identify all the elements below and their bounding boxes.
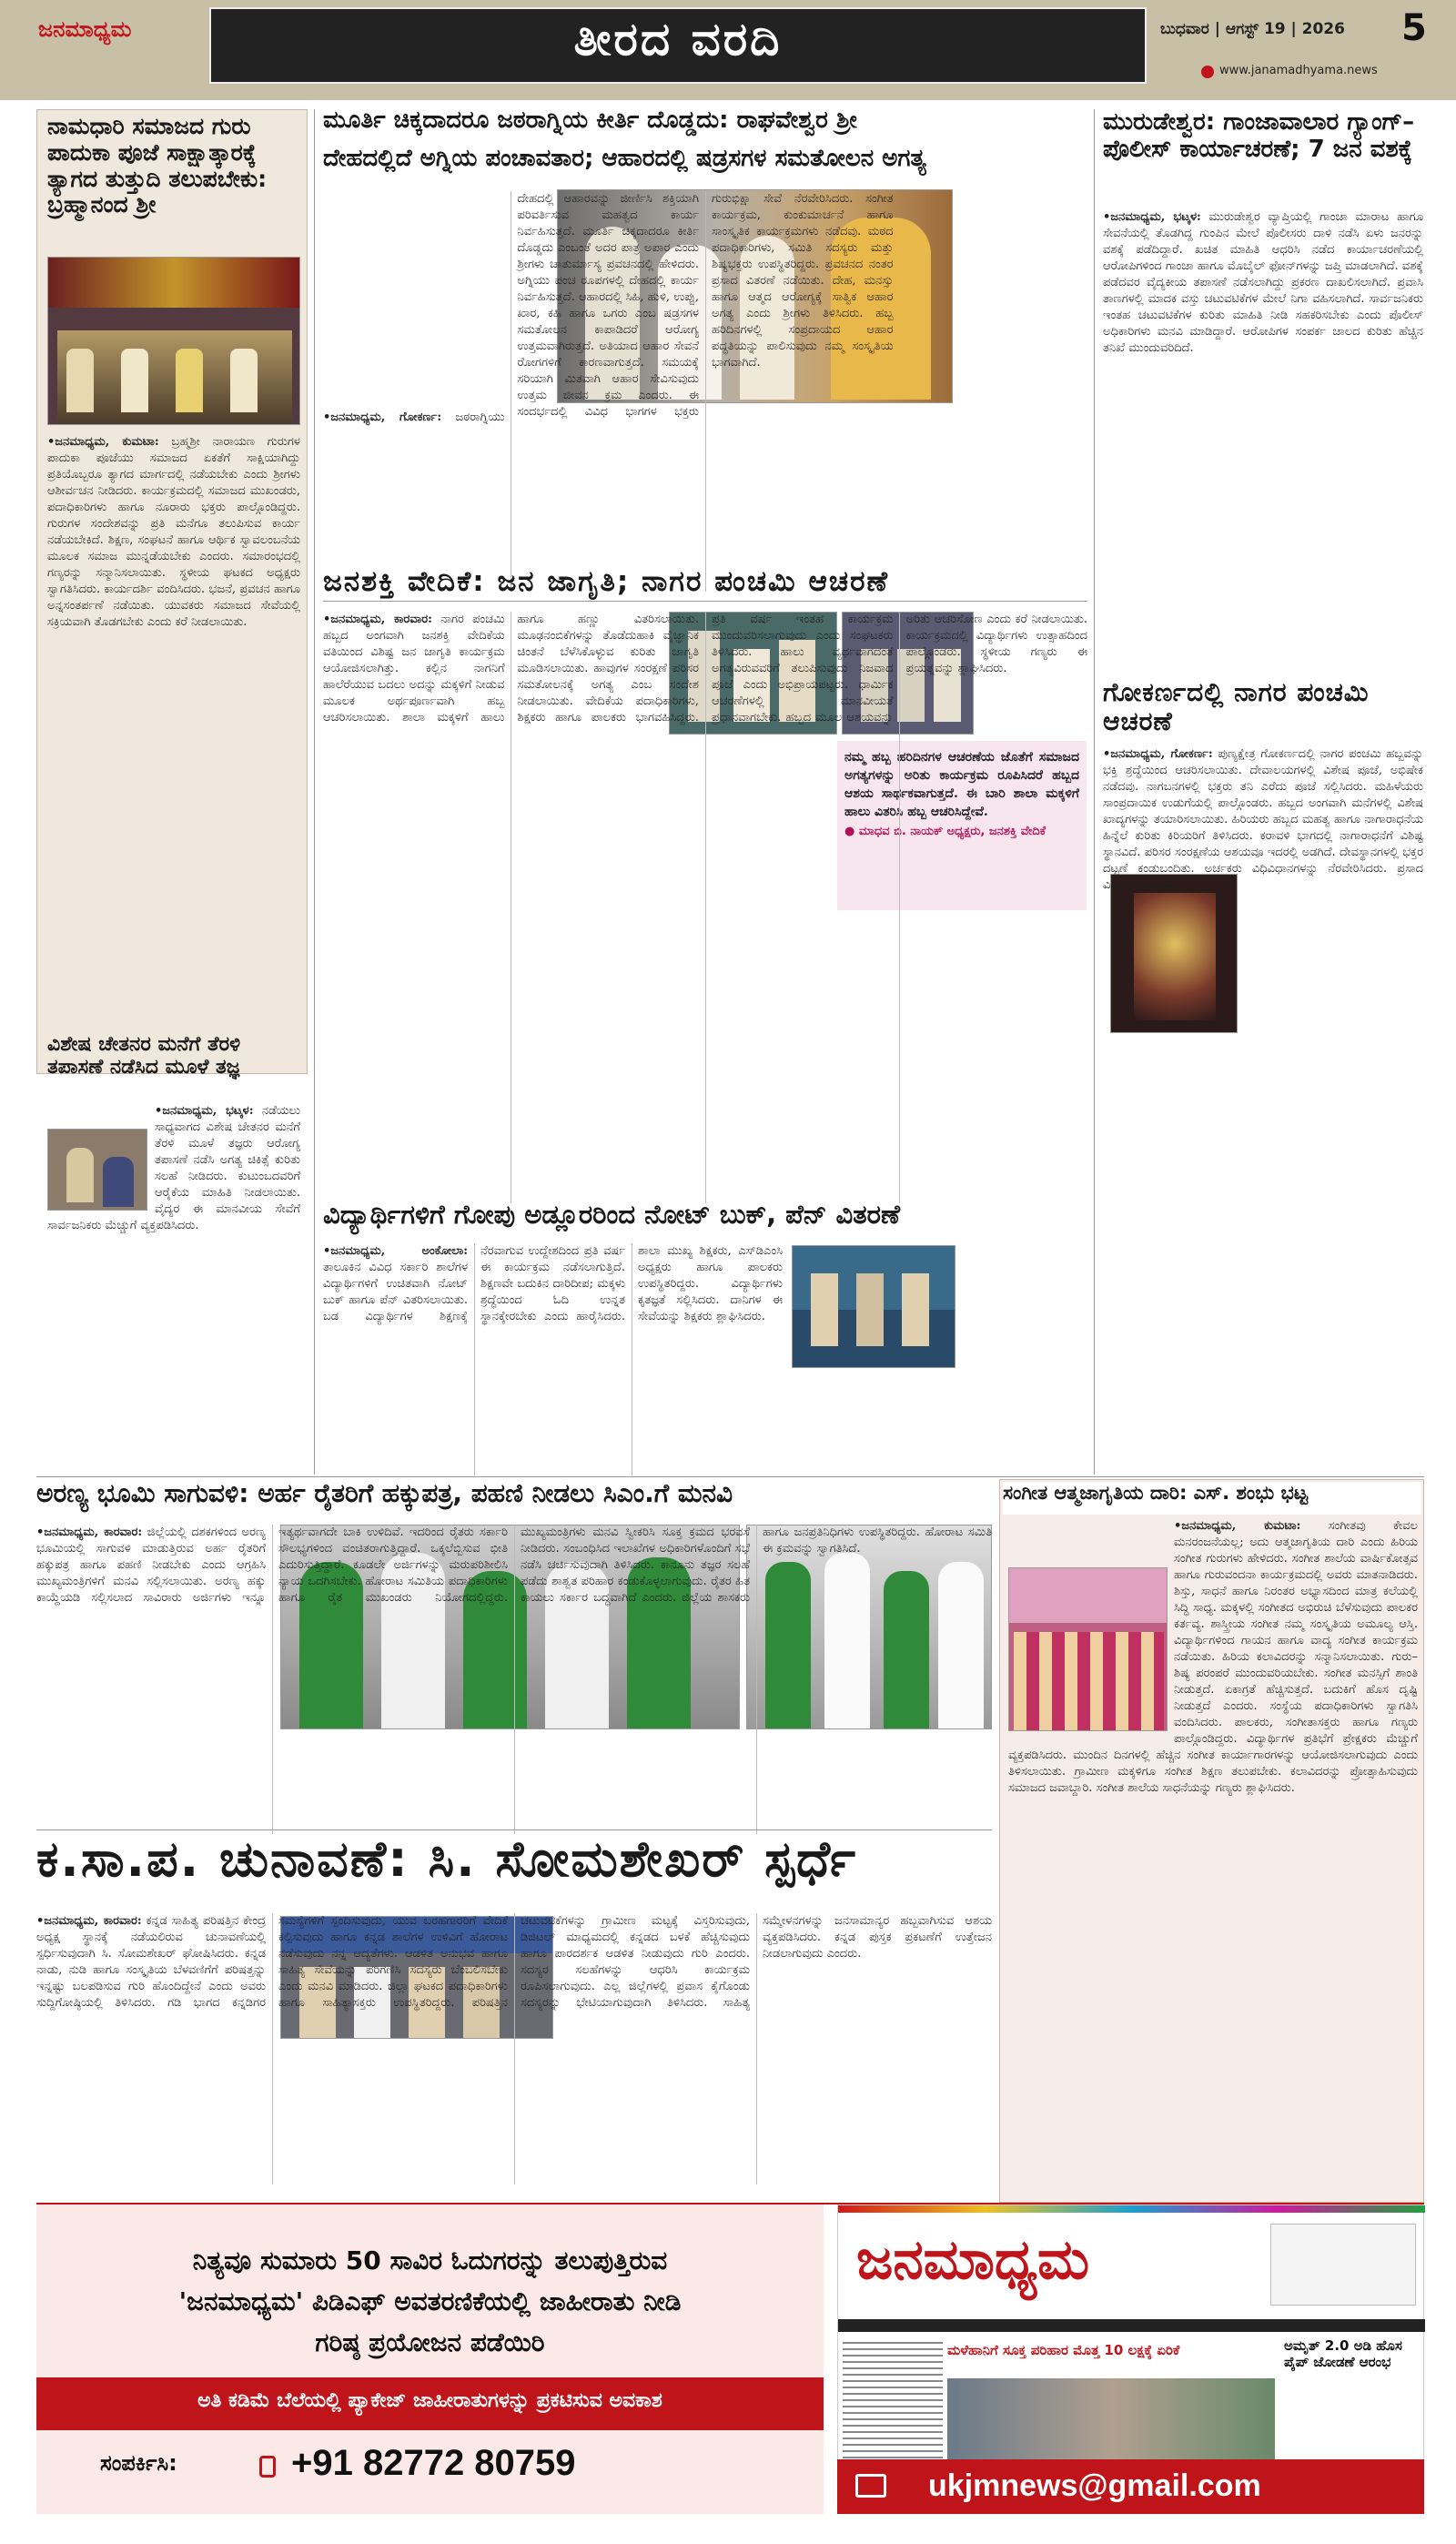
preview-colorbar — [838, 2205, 1425, 2213]
story-subheadline: ದೇಹದಲ್ಲಿದೆ ಅಗ್ನಿಯ ಪಂಚಾವತಾರ; ಆಹಾರದಲ್ಲಿ ಷಡ್ರಸಗಳ ಸಮತೋಲನ ಅಗತ್ಯ — [323, 145, 926, 172]
story-body — [47, 1103, 300, 1495]
story-text: ತಾಲೂಕಿನ ವಿವಿಧ ಸರ್ಕಾರಿ ಶಾಲೆಗಳ ವಿದ್ಯಾರ್ಥಿಗಳಿಗೆ ಉಚಿತವಾಗಿ ನೋಟ್ ಬುಕ್ ಹಾಗೂ ಪೆನ್ ವಿತರಿಸಲಾಯಿತು. ಬಡ ವಿದ್ಯಾರ್ಥಿಗಳ ಶಿಕ್ಷಣಕ್ಕೆ ನೆರವಾಗುವ ಉದ್ದೇಶದಿಂದ ಪ್ರತಿ ವರ್ಷ ಈ ಕಾರ್ಯಕ್ರಮ ನಡೆಸಲಾಗುತ್ತಿದೆ. ಶಿಕ್ಷಣವೇ ಬದುಕಿನ ದಾರಿದೀಪ; ಮಕ್ಕಳು ಶ್ರದ್ಧೆಯಿಂದ ಓದಿ ಉನ್ನತ ಸ್ಥಾನಕ್ಕೇರಬೇಕು ಎಂದು ಹಾರೈಸಿದರು. ಶಾಲಾ ಮುಖ್ಯ ಶಿಕ್ಷಕರು, ಎಸ್‌ಡಿಎಂಸಿ ಅಧ್ಯಕ್ಷರು ಹಾಗೂ ಪಾಲಕರು ಉಪಸ್ಥಿತರಿದ್ದರು. ವಿದ್ಯಾರ್ಥಿಗಳು ಕೃತಜ್ಞತೆ ಸಲ್ಲಿಸಿದರು. ದಾನಿಗಳ ಈ ಸೇವೆಯನ್ನು ಶಿಕ್ಷಕರು ಶ್ಲಾಘಿಸಿದರು. — [323, 1244, 783, 1323]
globe-icon — [1201, 66, 1214, 78]
website-link[interactable]: www.janamadhyama.news — [1219, 64, 1378, 77]
story-body — [1103, 746, 1423, 1475]
phone-icon — [259, 2456, 276, 2478]
story-headline: ವಿಶೇಷ ಚೇತನರ ಮನೆಗೆ ತೆರಳಿ ತಪಾಸಣೆ ನಡೆಸಿದ ಮೂಳೆ ತಜ್ಞ — [47, 1033, 241, 1079]
story-text: ಮುರುಡೇಶ್ವರ ವ್ಯಾಪ್ತಿಯಲ್ಲಿ ಗಾಂಜಾ ಮಾರಾಟ ಹಾಗೂ ಸೇವನೆಯಲ್ಲಿ ತೊಡಗಿದ್ದ ಗುಂಪಿನ ಮೇಲೆ ಪೊಲೀಸರು ದಾಳಿ ನಡೆಸಿ ಏಳು ಜನರನ್ನು ವಶಕ್ಕೆ ಪಡೆದಿದ್ದಾರೆ. ಖಚಿತ ಮಾಹಿತಿ ಆಧರಿಸಿ ನಡೆದ ಕಾರ್ಯಾಚರಣೆಯಲ್ಲಿ ಆರೋಪಿಗಳಿಂದ ಗಾಂಜಾ ಹಾಗೂ ಮೊಬೈಲ್ ಫೋನ್‌ಗಳನ್ನು ಜಪ್ತಿ ಮಾಡಲಾಗಿದೆ. ವಶಕ್ಕೆ ಪಡೆದವರ ವೈದ್ಯಕೀಯ ತಪಾಸಣೆ ನಡೆಸಲಾಗಿದ್ದು ಪ್ರಕರಣ ದಾಖಲಿಸಲಾಗಿದೆ. ಪ್ರವಾಸಿ ತಾಣಗಳಲ್ಲಿ ಮಾದಕ ವಸ್ತು ಚಟುವಟಿಕೆಗಳ ಮೇಲೆ ನಿಗಾ ವಹಿಸಲಾಗಿದೆ. ಸಾರ್ವಜನಿಕರು ಇಂತಹ ಚಟುವಟಿಕೆಗಳ ಕುರಿತು ಮಾಹಿತಿ ನೀಡಿ ಸಹಕರಿಸಬೇಕು ಎಂದು ಪೊಲೀಸ್ ಅಧಿಕಾರಿಗಳು ಮನವಿ ಮಾಡಿದ್ದಾರೆ. ಆರೋಪಿಗಳ ಸಂಪರ್ಕ ಜಾಲದ ಕುರಿತು ಹೆಚ್ಚಿನ ತನಿಖೆ ಮುಂದುವರಿದಿದೆ. — [1103, 210, 1423, 355]
preview-side-headline: ಅಮೃತ್ 2.0 ಅಡಿ ಹೊಸ ಪೈಪ್ ಜೋಡಣೆ ಆರಂಭ — [1284, 2337, 1402, 2370]
byline: •ಜನಮಾಧ್ಯಮ, ಗೋಕರ್ಣ: — [323, 410, 442, 424]
ad-line-4: ಅತಿ ಕಡಿಮೆ ಬೆಲೆಯಲ್ಲಿ ಪ್ಯಾಕೇಜ್ ಜಾಹೀರಾತುಗಳನ್ನು ಪ್ರಕಟಿಸುವ ಅವಕಾಶ — [197, 2389, 662, 2412]
story-text: ಬ್ರಹ್ಮಶ್ರೀ ನಾರಾಯಣ ಗುರುಗಳ ಪಾದುಕಾ ಪೂಜೆಯು ಸಮಾಜದ ಏಕತೆಗೆ ಸಾಕ್ಷಿಯಾಗಿದ್ದು ಪ್ರತಿಯೊಬ್ಬರೂ ತ್ಯಾಗದ ಮಾರ್ಗದಲ್ಲಿ ನಡೆಯಬೇಕು ಎಂದು ಶ್ರೀಗಳು ಆಶೀರ್ವಚನ ನೀಡಿದರು. ಕಾರ್ಯಕ್ರಮದಲ್ಲಿ ಸಮಾಜದ ಮುಖಂಡರು, ಪದಾಧಿಕಾರಿಗಳು ಹಾಗೂ ನೂರಾರು ಭಕ್ತರು ಪಾಲ್ಗೊಂಡಿದ್ದರು. ಗುರುಗಳ ಸಂದೇಶವನ್ನು ಪ್ರತಿ ಮನೆಗೂ ತಲುಪಿಸುವ ಕಾರ್ಯ ನಡೆಯಬೇಕಿದೆ. ಶಿಕ್ಷಣ, ಸಂಘಟನೆ ಹಾಗೂ ಆರ್ಥಿಕ ಸ್ವಾವಲಂಬನೆಯ ಮೂಲಕ ಸಮಾಜ ಮುನ್ನಡೆಯಬೇಕು ಎಂದರು. ಸಮಾರಂಭದಲ್ಲಿ ಗಣ್ಯರನ್ನು ಸನ್ಮಾನಿಸಲಾಯಿತು. ಸ್ಥಳೀಯ ಘಟಕದ ಅಧ್ಯಕ್ಷರು ಸ್ವಾಗತಿಸಿದರು. ಕಾರ್ಯದರ್ಶಿ ವಂದಿಸಿದರು. ಭಜನೆ, ಪ್ರವಚನ ಹಾಗೂ ಅನ್ನಸಂತರ್ಪಣೆ ನಡೆಯಿತು. ಯುವಕರು ಸಮಾಜದ ಸೇವೆಯಲ್ಲಿ ಸಕ್ರಿಯವಾಗಿ ತೊಡಗಬೇಕು ಎಂದು ಕರೆ ನೀಡಲಾಯಿತು. — [47, 435, 300, 629]
story-headline: ಗೋಕರ್ಣದಲ್ಲಿ ನಾಗರ ಪಂಚಮಿ ಆಚರಣೆ — [1103, 677, 1370, 737]
byline: •ಜನಮಾಧ್ಯಮ, ಕಾರವಾರ: — [323, 613, 432, 626]
byline: •ಜನಮಾಧ್ಯಮ, ಕಾರವಾರ: — [36, 1914, 142, 1928]
byline: •ಜನಮಾಧ್ಯಮ, ಗೋಕರ್ಣ: — [1103, 747, 1213, 761]
byline: •ಜನಮಾಧ್ಯಮ, ಕುಮಟಾ: — [1174, 1519, 1301, 1533]
preview-brand: ಜನಮಾಧ್ಯಮ — [856, 2228, 1090, 2292]
story-body — [47, 434, 300, 1026]
ad-line-1: ನಿತ್ಯವೂ ಸುಮಾರು 50 ಸಾವಿರ ಓದುಗರನ್ನು ತಲುಪುತ್ತಿರುವ — [192, 2245, 668, 2275]
story-body — [1103, 209, 1423, 674]
ad-email[interactable]: ukjmnews@gmail.com — [928, 2468, 1261, 2503]
story-text: ಕನ್ನಡ ಸಾಹಿತ್ಯ ಪರಿಷತ್ತಿನ ಕೇಂದ್ರ ಅಧ್ಯಕ್ಷ ಸ್ಥಾನಕ್ಕೆ ನಡೆಯಲಿರುವ ಚುನಾವಣೆಯಲ್ಲಿ ಸ್ಪರ್ಧಿಸುವುದಾಗಿ ಸಿ. ಸೋಮಶೇಖರ್ ಘೋಷಿಸಿದರು. ಕನ್ನಡ ನಾಡು, ನುಡಿ ಹಾಗೂ ಸಂಸ್ಕೃತಿಯ ಬೆಳವಣಿಗೆಗೆ ಪರಿಷತ್ತನ್ನು ಇನ್ನಷ್ಟು ಬಲಪಡಿಸುವ ಗುರಿ ಹೊಂದಿದ್ದೇನೆ ಎಂದು ಅವರು ಸುದ್ದಿಗೋಷ್ಠಿಯಲ್ಲಿ ತಿಳಿಸಿದರು. ಗಡಿ ಭಾಗದ ಕನ್ನಡಿಗರ ಸಮಸ್ಯೆಗಳಿಗೆ ಸ್ಪಂದಿಸುವುದು, ಯುವ ಬರಹಗಾರರಿಗೆ ವೇದಿಕೆ ಕಲ್ಪಿಸುವುದು ಹಾಗೂ ಕನ್ನಡ ಶಾಲೆಗಳ ಉಳಿವಿಗೆ ಹೋರಾಟ ನಡೆಸುವುದು ನನ್ನ ಆದ್ಯತೆಗಳು. ಆಡಳಿತ ಅನುಭವ ಹಾಗೂ ಸಾಹಿತ್ಯ ಸೇವೆಯನ್ನು ಪರಿಗಣಿಸಿ ಸದಸ್ಯರು ಬೆಂಬಲಿಸಬೇಕು ಎಂದು ಮನವಿ ಮಾಡಿದರು. ಜಿಲ್ಲಾ ಘಟಕದ ಪದಾಧಿಕಾರಿಗಳು ಹಾಗೂ ಸಾಹಿತ್ಯಾಸಕ್ತರು ಉಪಸ್ಥಿತರಿದ್ದರು. ಪರಿಷತ್ತಿನ ಚಟುವಟಿಕೆಗಳನ್ನು ಗ್ರಾಮೀಣ ಮಟ್ಟಕ್ಕೆ ವಿಸ್ತರಿಸುವುದು, ಡಿಜಿಟಲ್ ಮಾಧ್ಯಮದಲ್ಲಿ ಕನ್ನಡದ ಬಳಕೆ ಹೆಚ್ಚಿಸುವುದು ಹಾಗೂ ಪಾರದರ್ಶಕ ಆಡಳಿತ ನೀಡುವುದು ಗುರಿ ಎಂದರು. ಸದಸ್ಯರ ಸಲಹೆಗಳನ್ನು ಆಧರಿಸಿ ಕಾರ್ಯಕ್ರಮ ರೂಪಿಸಲಾಗುವುದು. ಎಲ್ಲ ಜಿಲ್ಲೆಗಳಲ್ಲಿ ಪ್ರವಾಸ ಕೈಗೊಂಡು ಸದಸ್ಯರನ್ನು ಭೇಟಿಯಾಗುವುದಾಗಿ ತಿಳಿಸಿದರು. ಸಾಹಿತ್ಯ ಸಮ್ಮೇಳನಗಳನ್ನು ಜನಸಾಮಾನ್ಯರ ಹಬ್ಬವಾಗಿಸುವ ಆಶಯ ವ್ಯಕ್ತಪಡಿಸಿದರು. ಕನ್ನಡ ಪುಸ್ತಕ ಪ್ರಕಟಣೆಗೆ ಉತ್ತೇಜನ ನೀಡಲಾಗುವುದು ಎಂದರು. — [36, 1914, 992, 2010]
story-text: ಪುಣ್ಯಕ್ಷೇತ್ರ ಗೋಕರ್ಣದಲ್ಲಿ ನಾಗರ ಪಂಚಮಿ ಹಬ್ಬವನ್ನು ಭಕ್ತಿ ಶ್ರದ್ಧೆಯಿಂದ ಆಚರಿಸಲಾಯಿತು. ದೇವಾಲಯಗಳಲ್ಲಿ ವಿಶೇಷ ಪೂಜೆ, ಅಭಿಷೇಕ ನಡೆದವು. ನಾಗಬನಗಳಲ್ಲಿ ಭಕ್ತರು ತನಿ ಎರೆದು ಪೂಜೆ ಸಲ್ಲಿಸಿದರು. ಮಹಿಳೆಯರು ಸಾಂಪ್ರದಾಯಿಕ ಉಡುಗೆಯಲ್ಲಿ ಪಾಲ್ಗೊಂಡರು. ಹಬ್ಬದ ಅಂಗವಾಗಿ ಮನೆಗಳಲ್ಲಿ ವಿಶೇಷ ಖಾದ್ಯಗಳನ್ನು ತಯಾರಿಸಲಾಯಿತು. ಹಿರಿಯರು ಹಬ್ಬದ ಮಹತ್ವ ಹಾಗೂ ನಾಗಾರಾಧನೆಯ ಹಿನ್ನೆಲೆ ಕುರಿತು ಕಿರಿಯರಿಗೆ ತಿಳಿಸಿದರು. ಕರಾವಳಿ ಭಾಗದಲ್ಲಿ ನಾಗಾರಾಧನೆಗೆ ವಿಶಿಷ್ಟ ಸ್ಥಾನವಿದೆ. ಪರಿಸರ ಸಂರಕ್ಷಣೆಯ ಆಶಯವೂ ಇದರಲ್ಲಿ ಅಡಗಿದೆ. ದೇವಸ್ಥಾನಗಳಲ್ಲಿ ಭಕ್ತರ ದಟ್ಟಣೆ ಕಂಡುಬಂದಿತು. ಅರ್ಚಕರು ವಿಧಿವಿಧಾನಗಳನ್ನು ನೆರವೇರಿಸಿದರು. ಪ್ರಸಾದ ವಿತರಣೆ ನಡೆಯಿತು. — [1103, 747, 1423, 892]
story-headline: ಸಂಗೀತ ಆತ್ಮಜಾಗೃತಿಯ ದಾರಿ: ಎಸ್. ಶಂಭು ಭಟ್ಟ — [1003, 1482, 1421, 1515]
section-divider — [323, 601, 1087, 602]
masthead — [0, 0, 1456, 100]
pullquote-text: ನಮ್ಮ ಹಬ್ಬ ಹರಿದಿನಗಳ ಆಚರಣೆಯ ಜೊತೆಗೆ ಸಮಾಜದ ಅಗತ್ಯಗಳನ್ನು ಅರಿತು ಕಾರ್ಯಕ್ರಮ ರೂಪಿಸಿದರೆ ಹಬ್ಬದ ಆಶಯ ಸಾರ್ಥಕವಾಗುತ್ತದೆ. ಈ ಬಾರಿ ಶಾಲಾ ಮಕ್ಕಳಿಗೆ ಹಾಲು ವಿತರಿಸಿ ಹಬ್ಬ ಆಚರಿಸಿದ್ದೇವೆ. — [844, 750, 1079, 819]
byline: •ಜನಮಾಧ್ಯಮ, ಭಟ್ಕಳ: — [1103, 210, 1201, 224]
story-text: ನಡೆಯಲು ಸಾಧ್ಯವಾಗದ ವಿಶೇಷ ಚೇತನರ ಮನೆಗೆ ತೆರಳಿ ಮೂಳೆ ತಜ್ಞರು ಆರೋಗ್ಯ ತಪಾಸಣೆ ನಡೆಸಿ ಅಗತ್ಯ ಚಿಕಿತ್ಸೆ ಕುರಿತು ಸಲಹೆ ನೀಡಿದರು. ಕುಟುಂಬದವರಿಗೆ ಆರೈಕೆಯ ಮಾಹಿತಿ ನೀಡಲಾಯಿತು. ವೈದ್ಯರ ಈ ಮಾನವೀಯ ಸೇವೆಗೆ ಸಾರ್ವಜನಿಕರು ಮೆಚ್ಚುಗೆ ವ್ಯಕ್ತಪಡಿಸಿದರು. — [47, 1104, 300, 1232]
story-headline: ಅರಣ್ಯ ಭೂಮಿ ಸಾಗುವಳಿ: ಅರ್ಹ ರೈತರಿಗೆ ಹಕ್ಕುಪತ್ರ, ಪಹಣಿ ನೀಡಲು ಸಿಎಂ.ಗೆ ಮನವಿ — [36, 1478, 733, 1508]
preview-headline: ಮಳೆಹಾನಿಗೆ ಸೂಕ್ತ ಪರಿಹಾರ ಮೊತ್ತ 10 ಲಕ್ಷಕ್ಕೆ ಏರಿಕೆ — [947, 2342, 1180, 2358]
ad-line-3: ಗರಿಷ್ಠ ಪ್ರಯೋಜನ ಪಡೆಯಿರಿ — [315, 2327, 545, 2357]
page-number: 5 — [1401, 7, 1427, 49]
story-body — [323, 1243, 783, 1475]
story-text: ಜಿಲ್ಲೆಯಲ್ಲಿ ದಶಕಗಳಿಂದ ಅರಣ್ಯ ಭೂಮಿಯಲ್ಲಿ ಸಾಗುವಳಿ ಮಾಡುತ್ತಿರುವ ಅರ್ಹ ರೈತರಿಗೆ ಹಕ್ಕುಪತ್ರ ಹಾಗೂ ಪಹಣಿ ನೀಡಬೇಕು ಎಂದು ಆಗ್ರಹಿಸಿ ಮುಖ್ಯಮಂತ್ರಿಗಳಿಗೆ ಮನವಿ ಸಲ್ಲಿಸಲಾಯಿತು. ಅರಣ್ಯ ಹಕ್ಕು ಕಾಯ್ದೆಯಡಿ ಸಲ್ಲಿಸಲಾದ ಸಾವಿರಾರು ಅರ್ಜಿಗಳು ಇನ್ನೂ ಇತ್ಯರ್ಥವಾಗದೇ ಬಾಕಿ ಉಳಿದಿವೆ. ಇದರಿಂದ ರೈತರು ಸರ್ಕಾರಿ ಸೌಲಭ್ಯಗಳಿಂದ ವಂಚಿತರಾಗುತ್ತಿದ್ದಾರೆ. ಒಕ್ಕಲೆಬ್ಬಿಸುವ ಭೀತಿ ಎದುರಿಸುತ್ತಿದ್ದಾರೆ. ಕೂಡಲೇ ಅರ್ಜಿಗಳನ್ನು ಮರುಪರಿಶೀಲಿಸಿ ನ್ಯಾಯ ಒದಗಿಸಬೇಕು. ಹೋರಾಟ ಸಮಿತಿಯ ಪದಾಧಿಕಾರಿಗಳು ಹಾಗೂ ರೈತ ಮುಖಂಡರು ನಿಯೋಗದಲ್ಲಿದ್ದರು. ಮುಖ್ಯಮಂತ್ರಿಗಳು ಮನವಿ ಸ್ವೀಕರಿಸಿ ಸೂಕ್ತ ಕ್ರಮದ ಭರವಸೆ ನೀಡಿದರು. ಸಂಬಂಧಿಸಿದ ಇಲಾಖೆಗಳ ಅಧಿಕಾರಿಗಳೊಂದಿಗೆ ಸಭೆ ನಡೆಸಿ ಚರ್ಚಿಸುವುದಾಗಿ ತಿಳಿಸಿದರು. ಕಾನೂನು ತಜ್ಞರ ಸಲಹೆ ಪಡೆದು ಶಾಶ್ವತ ಪರಿಹಾರ ಕಂಡುಕೊಳ್ಳಲಾಗುವುದು. ರೈತರ ಹಿತ ಕಾಯಲು ಸರ್ಕಾರ ಬದ್ಧವಾಗಿದೆ ಎಂದರು. ಜಿಲ್ಲೆಯ ಶಾಸಕರು ಹಾಗೂ ಜನಪ್ರತಿನಿಧಿಗಳು ಉಪಸ್ಥಿತರಿದ್ದರು. ಹೋರಾಟ ಸಮಿತಿ ಈ ಕ್ರಮವನ್ನು ಸ್ವಾಗತಿಸಿದೆ. — [36, 1525, 992, 1605]
section-divider — [36, 1476, 1424, 1477]
story-body — [1008, 1518, 1418, 2196]
issue-date: ಬುಧವಾರ | ಆಗಸ್ಟ್ 19 | 2026 — [1160, 20, 1345, 38]
story-body — [36, 1913, 992, 2184]
story-photo — [47, 257, 300, 425]
preview-weather-box — [1270, 2224, 1416, 2306]
story-body — [323, 191, 1087, 592]
byline: •ಜನಮಾಧ್ಯಮ, ಅಂಕೋಲಾ: — [323, 1244, 468, 1258]
story-headline: ನಾಮಧಾರಿ ಸಮಾಜದ ಗುರು ಪಾದುಕಾ ಪೂಜೆ ಸಾಕ್ಷಾತ್ಕಾರಕ್ಕೆ ತ್ಯಾಗದ ತುತ್ತುದಿ ತಲುಪಬೇಕು: ಬ್ರಹ್ಮಾನಂದ ಶ್ರೀ — [47, 113, 268, 218]
story-headline: ಮೂರ್ತಿ ಚಿಕ್ಕದಾದರೂ ಜಠರಾಗ್ನಿಯ ಕೀರ್ತಿ ದೊಡ್ಡದು: ರಾಘವೇಶ್ವರ ಶ್ರೀ — [323, 106, 857, 134]
story-text: ಸಂಗೀತವು ಕೇವಲ ಮನರಂಜನೆಯಲ್ಲ; ಅದು ಆತ್ಮಜಾಗೃತಿಯ ದಾರಿ ಎಂದು ಹಿರಿಯ ಸಂಗೀತ ಗುರುಗಳು ಹೇಳಿದರು. ಸಂಗೀತ ಶಾಲೆಯ ವಾರ್ಷಿಕೋತ್ಸವ ಹಾಗೂ ಗುರುವಂದನಾ ಕಾರ್ಯಕ್ರಮದಲ್ಲಿ ಅವರು ಮಾತನಾಡಿದರು. ಶಿಸ್ತು, ಸಾಧನೆ ಹಾಗೂ ನಿರಂತರ ಅಭ್ಯಾಸದಿಂದ ಮಾತ್ರ ಕಲೆಯಲ್ಲಿ ಸಿದ್ಧಿ ಸಾಧ್ಯ. ಮಕ್ಕಳಲ್ಲಿ ಸಂಗೀತದ ಅಭಿರುಚಿ ಬೆಳೆಸುವುದು ಪಾಲಕರ ಕರ್ತವ್ಯ. ಶಾಸ್ತ್ರೀಯ ಸಂಗೀತ ನಮ್ಮ ಸಂಸ್ಕೃತಿಯ ಅಮೂಲ್ಯ ಆಸ್ತಿ. ವಿದ್ಯಾರ್ಥಿಗಳಿಂದ ಗಾಯನ ಹಾಗೂ ವಾದ್ಯ ಸಂಗೀತ ಕಾರ್ಯಕ್ರಮ ನಡೆಯಿತು. ಹಿರಿಯ ಕಲಾವಿದರನ್ನು ಸನ್ಮಾನಿಸಲಾಯಿತು. ಗುರು–ಶಿಷ್ಯ ಪರಂಪರೆ ಮುಂದುವರಿಯಬೇಕು. ಸಂಗೀತ ಮನಸ್ಸಿಗೆ ಶಾಂತಿ ನೀಡುತ್ತದೆ. ಏಕಾಗ್ರತೆ ಹೆಚ್ಚಿಸುತ್ತದೆ. ಬದುಕಿಗೆ ಹೊಸ ದೃಷ್ಟಿ ನೀಡುತ್ತದೆ ಎಂದರು. ಸಂಸ್ಥೆಯ ಪದಾಧಿಕಾರಿಗಳು ಸ್ವಾಗತಿಸಿ ವಂದಿಸಿದರು. ಪಾಲಕರು, ಸಂಗೀತಾಸಕ್ತರು ಹಾಗೂ ಗಣ್ಯರು ಪಾಲ್ಗೊಂಡಿದ್ದರು. ವಿದ್ಯಾರ್ಥಿಗಳ ಪ್ರತಿಭೆಗೆ ಪ್ರೇಕ್ಷಕರು ಮೆಚ್ಚುಗೆ ವ್ಯಕ್ತಪಡಿಸಿದರು. ಮುಂದಿನ ದಿನಗಳಲ್ಲಿ ಹೆಚ್ಚಿನ ಸಂಗೀತ ಕಾರ್ಯಾಗಾರಗಳನ್ನು ಆಯೋಜಿಸಲಾಗುವುದು ಎಂದು ತಿಳಿಸಲಾಯಿತು. ಗ್ರಾಮೀಣ ಮಕ್ಕಳಿಗೂ ಸಂಗೀತ ಶಿಕ್ಷಣ ತಲುಪಬೇಕು. ಕಲಾವಿದರನ್ನು ಪ್ರೋತ್ಸಾಹಿಸುವುದು ಸಮಾಜದ ಜವಾಬ್ದಾರಿ. ಸಂಗೀತ ಶಾಲೆಯ ಸಾಧನೆಯನ್ನು ಗಣ್ಯರು ಶ್ಲಾಘಿಸಿದರು. — [1008, 1519, 1418, 1795]
advertisement — [36, 2203, 1424, 2512]
pullquote-attribution: ● ಮಾಧವ ಬಿ. ನಾಯಕ್ ಅಧ್ಯಕ್ಷರು, ಜನಶಕ್ತಿ ವೇದಿಕೆ — [844, 825, 1046, 838]
brand-logo: ಜನಮಾಧ್ಯಮ — [38, 16, 132, 42]
ad-line-2: 'ಜನಮಾಧ್ಯಮ' ಪಿಡಿಎಫ್ ಅವತರಣಿಕೆಯಲ್ಲಿ ಜಾಹೀರಾತು ನೀಡಿ — [178, 2286, 682, 2316]
byline: •ಜನಮಾಧ್ಯಮ, ಕಾರವಾರ: — [36, 1525, 143, 1539]
story-headline: ಮುರುಡೇಶ್ವರ: ಗಾಂಜಾವಾಲಾರ ಗ್ಯಾಂಗ್–ಪೊಲೀಸ್ ಕಾರ್ಯಾಚರಣೆ; 7 ಜನ ವಶಕ್ಕೆ — [1103, 108, 1415, 163]
byline: •ಜನಮಾಧ್ಯಮ, ಭಟ್ಕಳ: — [155, 1104, 254, 1118]
ad-phone[interactable]: +91 82772 80759 — [291, 2443, 576, 2483]
story-text: ನಾಗರ ಪಂಚಮಿ ಹಬ್ಬದ ಅಂಗವಾಗಿ ಜನಶಕ್ತಿ ವೇದಿಕೆಯ ವತಿಯಿಂದ ವಿಶಿಷ್ಟ ಜನ ಜಾಗೃತಿ ಕಾರ್ಯಕ್ರಮ ಆಯೋಜಿಸಲಾಗಿತ್ತು. ಕಲ್ಲಿನ ನಾಗನಿಗೆ ಹಾಲೆರೆಯುವ ಬದಲು ಅದನ್ನು ಮಕ್ಕಳಿಗೆ ನೀಡುವ ಮೂಲಕ ಅರ್ಥಪೂರ್ಣವಾಗಿ ಹಬ್ಬ ಆಚರಿಸಲಾಯಿತು. ಶಾಲಾ ಮಕ್ಕಳಿಗೆ ಹಾಲು ಹಾಗೂ ಹಣ್ಣು ವಿತರಿಸಲಾಯಿತು. ಮೂಢನಂಬಿಕೆಗಳನ್ನು ತೊಡೆದುಹಾಕಿ ವೈಜ್ಞಾನಿಕ ಚಿಂತನೆ ಬೆಳೆಸಿಕೊಳ್ಳುವ ಕುರಿತು ಜಾಗೃತಿ ಮೂಡಿಸಲಾಯಿತು. ಹಾವುಗಳ ಸಂರಕ್ಷಣೆ ಪರಿಸರ ಸಮತೋಲನಕ್ಕೆ ಅಗತ್ಯ ಎಂಬ ಸಂದೇಶ ನೀಡಲಾಯಿತು. ವೇದಿಕೆಯ ಪದಾಧಿಕಾರಿಗಳು, ಶಿಕ್ಷಕರು ಹಾಗೂ ಪಾಲಕರು ಭಾಗವಹಿಸಿದ್ದರು. ಪ್ರತಿ ವರ್ಷ ಇಂತಹ ಕಾರ್ಯಕ್ರಮ ಮುಂದುವರಿಸಲಾಗುವುದು ಎಂದು ಸಂಘಟಕರು ತಿಳಿಸಿದರು. ಹಾಲು ವ್ಯರ್ಥವಾಗದಂತೆ ಅಗತ್ಯವಿರುವವರಿಗೆ ತಲುಪಿಸುವುದು ನಿಜವಾದ ಪೂಜೆ ಎಂದು ಅಭಿಪ್ರಾಯಪಟ್ಟರು. ಧಾರ್ಮಿಕ ಆಚರಣೆಗಳಲ್ಲಿ ಮಾನವೀಯತೆ ಪ್ರಧಾನವಾಗಬೇಕು. ಹಬ್ಬದ ಮೂಲ ಆಶಯವನ್ನು ಅರಿತು ಆಚರಿಸೋಣ ಎಂದು ಕರೆ ನೀಡಲಾಯಿತು. ಕಾರ್ಯಕ್ರಮದಲ್ಲಿ ವಿದ್ಯಾರ್ಥಿಗಳು ಉತ್ಸಾಹದಿಂದ ಪಾಲ್ಗೊಂಡರು. ಸ್ಥಳೀಯ ಗಣ್ಯರು ಈ ಪ್ರಯತ್ನವನ್ನು ಶ್ಲಾಘಿಸಿದರು. — [323, 613, 1087, 725]
photo-cover — [664, 608, 1087, 914]
column-divider — [1094, 109, 1095, 1475]
mail-icon — [855, 2474, 886, 2498]
byline: •ಜನಮಾಧ್ಯಮ, ಕುಮಟಾ: — [47, 435, 159, 449]
section-title: ತೀರದ ವರದಿ — [573, 13, 783, 66]
photo-mask — [273, 1520, 996, 1735]
column-divider — [314, 109, 315, 1475]
story-photo — [792, 1245, 956, 1368]
story-text: ಜಠರಾಗ್ನಿಯು ದೇಹದಲ್ಲಿ ಆಹಾರವನ್ನು ಜೀರ್ಣಿಸಿ ಶಕ್ತಿಯಾಗಿ ಪರಿವರ್ತಿಸುವ ಮಹತ್ವದ ಕಾರ್ಯ ನಿರ್ವಹಿಸುತ್ತದೆ. ಮೂರ್ತಿ ಚಿಕ್ಕದಾದರೂ ಕೀರ್ತಿ ದೊಡ್ಡದು ಎಂಬಂತೆ ಅದರ ಪಾತ್ರ ಅಪಾರ ಎಂದು ಶ್ರೀಗಳು ಚಾತುರ್ಮಾಸ್ಯ ಪ್ರವಚನದಲ್ಲಿ ಹೇಳಿದರು. ಅಗ್ನಿಯು ಪಂಚ ರೂಪಗಳಲ್ಲಿ ದೇಹದಲ್ಲಿ ಕಾರ್ಯ ನಿರ್ವಹಿಸುತ್ತದೆ. ಆಹಾರದಲ್ಲಿ ಸಿಹಿ, ಹುಳಿ, ಉಪ್ಪು, ಖಾರ, ಕಹಿ ಹಾಗೂ ಒಗರು ಎಂಬ ಷಡ್ರಸಗಳ ಸಮತೋಲನ ಕಾಪಾಡಿದರೆ ಆರೋಗ್ಯ ಉತ್ತಮವಾಗಿರುತ್ತದೆ. ಅತಿಯಾದ ಆಹಾರ ಸೇವನೆ ರೋಗಗಳಿಗೆ ಕಾರಣವಾಗುತ್ತದೆ. ಸಮಯಕ್ಕೆ ಸರಿಯಾಗಿ ಮಿತವಾಗಿ ಆಹಾರ ಸೇವಿಸುವುದು ಉತ್ತಮ ಜೀವನ ಕ್ರಮ ಎಂದರು. ಈ ಸಂದರ್ಭದಲ್ಲಿ ವಿವಿಧ ಭಾಗಗಳ ಭಕ್ತರು ಗುರುಭಿಕ್ಷಾ ಸೇವೆ ನೆರವೇರಿಸಿದರು. ಸಂಗೀತ ಕಾರ್ಯಕ್ರಮ, ಕುಂಕುಮಾರ್ಚನೆ ಹಾಗೂ ಸಾಂಸ್ಕೃತಿಕ ಕಾರ್ಯಕ್ರಮಗಳು ನಡೆದವು. ಮಠದ ಪದಾಧಿಕಾರಿಗಳು, ಸಮಿತಿ ಸದಸ್ಯರು ಮತ್ತು ಶಿಷ್ಯಭಕ್ತರು ಉಪಸ್ಥಿತರಿದ್ದರು. ಪ್ರವಚನದ ನಂತರ ಪ್ರಸಾದ ವಿತರಣೆ ನಡೆಯಿತು. ದೇಹ, ಮನಸ್ಸು ಹಾಗೂ ಆತ್ಮದ ಆರೋಗ್ಯಕ್ಕೆ ಸಾತ್ವಿಕ ಆಹಾರ ಅಗತ್ಯ ಎಂದು ಶ್ರೀಗಳು ತಿಳಿಸಿದರು. ಹಬ್ಬ ಹರಿದಿನಗಳಲ್ಲಿ ಸಂಪ್ರದಾಯದ ಆಹಾರ ಪದ್ಧತಿಯನ್ನು ಪಾಲಿಸುವುದು ನಮ್ಮ ಸಂಸ್ಕೃತಿಯ ಭಾಗವಾಗಿದೆ. — [455, 192, 894, 424]
story-headline: ಕ.ಸಾ.ಪ. ಚುನಾವಣೆ: ಸಿ. ಸೋಮಶೇಖರ್ ಸ್ಪರ್ಧೆ — [36, 1830, 858, 1888]
story-headline: ವಿದ್ಯಾರ್ಥಿಗಳಿಗೆ ಗೋಪು ಅಡ್ಲೂರರಿಂದ ನೋಟ್ ಬುಕ್, ಪೆನ್ ವಿತರಣೆ — [323, 1199, 901, 1230]
story-headline: ಜನಶಕ್ತಿ ವೇದಿಕೆ: ಜನ ಜಾಗೃತಿ; ನಾಗರ ಪಂಚಮಿ ಆಚರಣೆ — [323, 565, 890, 598]
ad-contact-label: ಸಂಪರ್ಕಿಸಿ: — [100, 2450, 177, 2476]
preview-strip — [838, 2319, 1425, 2332]
preview-photo — [947, 2378, 1275, 2460]
